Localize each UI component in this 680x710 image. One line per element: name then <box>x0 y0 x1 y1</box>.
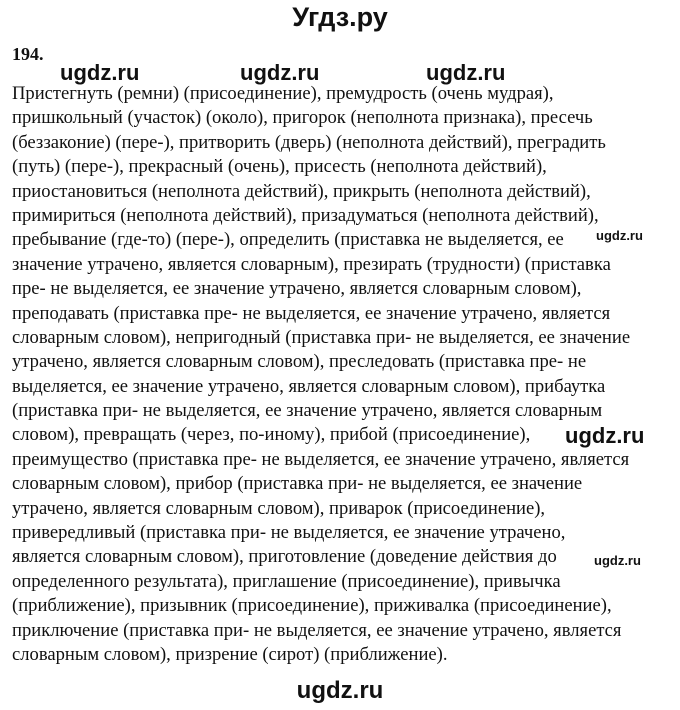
text-line: значение утрачено, является словарным), презирать (трудности) (приставка <box>12 253 611 275</box>
text-line: пре- не выделяется, ее значение утрачено, является словарным словом), <box>12 278 582 300</box>
watermark: ugdz.ru <box>596 228 643 243</box>
text-line: примириться (неполнота действий), призадуматься (неполнота действий), <box>12 204 599 226</box>
text-line: привередливый (приставка при- не выделяется, ее значение утрачено, <box>12 522 566 544</box>
text-line: пребывание (где-то) (пере-), определить (приставка не выделяется, ее <box>12 229 564 251</box>
text-line: утрачено, является словарным словом), преследовать (приставка пре- не <box>12 351 587 373</box>
text-line: утрачено, является словарным словом), приварок (присоединение), <box>12 497 546 519</box>
footer-watermark: ugdz.ru <box>296 677 384 704</box>
text-line: приключение (приставка при- не выделяется, ее значение утрачено, является <box>12 619 622 641</box>
text-line: является словарным словом), приготовление (доведение действия до <box>12 546 557 568</box>
text-line: (путь) (пере-), прекрасный (очень), присесть (неполнота действий), <box>12 156 547 178</box>
watermark: ugdz.ru <box>594 553 641 568</box>
text-line: преимущество (приставка пре- не выделяется, ее значение утрачено, является <box>12 448 630 470</box>
watermark: ugdz.ru <box>240 60 320 85</box>
text-line: определенного результата), приглашение (присоединение), привычка <box>12 570 561 592</box>
exercise-number: 194. <box>12 44 44 64</box>
text-line: приостановиться (неполнота действий), прикрыть (неполнота действий), <box>12 180 591 202</box>
text-line: (приставка при- не выделяется, ее значение утрачено, является словарным <box>12 400 603 422</box>
text-line: Пристегнуть (ремни) (присоединение), премудрость (очень мудрая), <box>12 83 554 104</box>
site-title: Угдз.ру <box>292 2 388 32</box>
watermark: ugdz.ru <box>562 423 647 449</box>
watermark: ugdz.ru <box>60 60 140 85</box>
answer-text <box>12 82 676 667</box>
text-line: преподавать (приставка пре- не выделяется, ее значение утрачено, является <box>12 302 611 324</box>
text-line: выделяется, ее значение утрачено, является словарным словом), прибаутка <box>12 375 606 397</box>
text-line: (беззаконие) (пере-), притворить (дверь) (неполнота действий), преградить <box>12 131 606 153</box>
watermark: ugdz.ru <box>426 60 506 85</box>
text-line: словарным словом), непригодный (приставка при- не выделяется, ее значение <box>12 326 631 348</box>
text-line: словом), превращать (через, по-иному), прибой (присоединение), <box>12 424 531 446</box>
text-line: (приближение), призывник (присоединение), приживалка (присоединение), <box>12 595 612 617</box>
text-line: словарным словом), прибор (приставка при- не выделяется, ее значение <box>12 473 583 495</box>
text-line: словарным словом), призрение (сирот) (приближение). <box>12 643 448 665</box>
text-line: пришкольный (участок) (около), пригорок (неполнота признака), пресечь <box>12 107 593 129</box>
